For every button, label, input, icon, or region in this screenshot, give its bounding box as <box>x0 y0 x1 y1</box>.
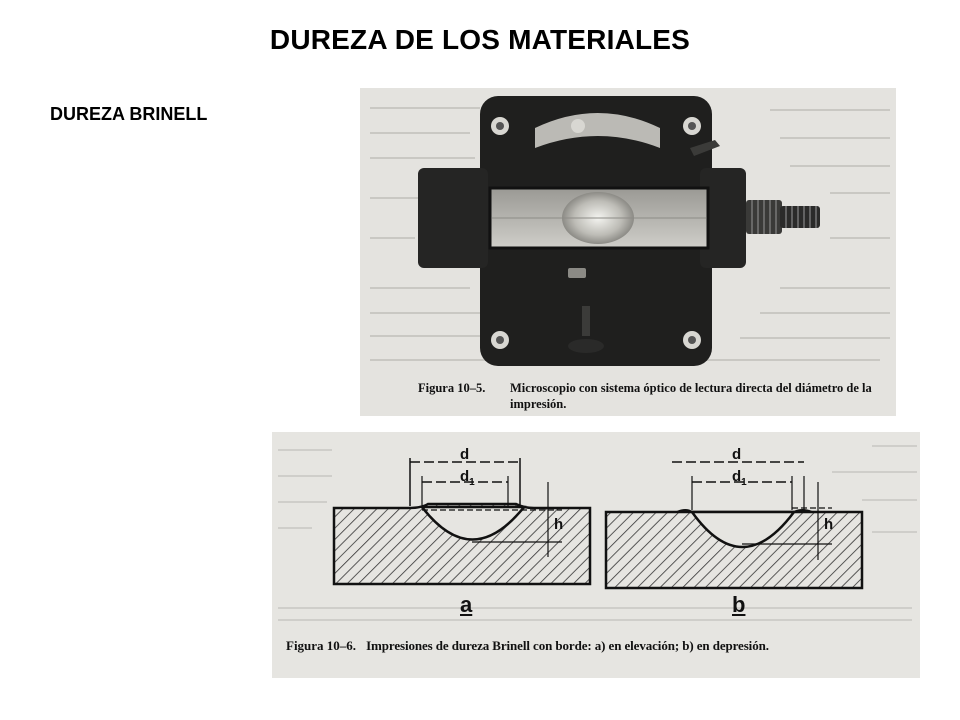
figure-2-number: Figura 10–6. <box>286 638 357 653</box>
label-d-a: d <box>460 446 470 463</box>
figure-2-caption-line <box>286 638 769 654</box>
label-h-b: h <box>824 516 834 533</box>
label-d-b: d <box>732 446 742 463</box>
figure-1-caption: Microscopio con sistema óptico de lectura directa del diámetro de la impresión. <box>510 381 872 411</box>
brinell-impressions-figure <box>272 432 920 678</box>
slide-title: DUREZA DE LOS MATERIALES <box>269 24 691 55</box>
label-b: b <box>732 592 746 617</box>
label-d1-b: $d_1$ <box>732 468 747 488</box>
microscope-figure <box>360 88 896 416</box>
label-a: a <box>460 592 473 617</box>
label-d1-a: $d_1$ <box>460 468 475 488</box>
figure-2-caption: Impresiones de dureza Brinell con borde: a) en elevación; b) en depresión. <box>366 638 769 653</box>
section-subtitle: DUREZA BRINELL <box>50 104 208 124</box>
microscope-photo <box>360 88 896 416</box>
label-h-a: h <box>554 516 564 533</box>
figure-1-number: Figura 10–5. <box>418 381 486 395</box>
